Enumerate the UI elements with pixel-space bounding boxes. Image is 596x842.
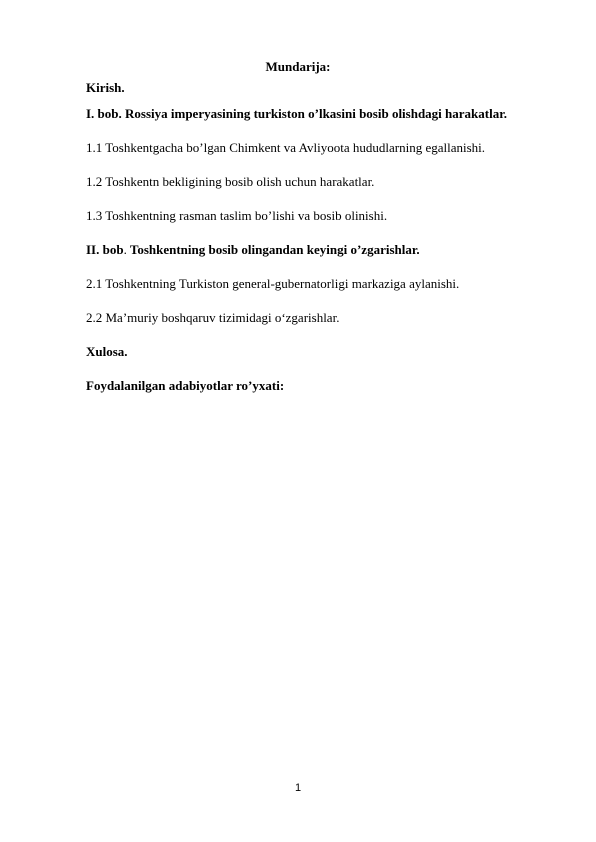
toc-conclusion: Xulosa. [86,344,128,359]
page-title: Mundarija: [265,59,331,74]
toc-intro: Kirish. [86,80,125,95]
toc-section-1-1: 1.1 Toshkentgacha bo’lgan Chimkent va Avliyoota hududlarning egallanishi. [86,140,486,155]
toc-section-1-3: 1.3 Toshkentning rasman taslim bo’lishi va bosib olinishi. [86,208,388,223]
toc-bibliography: Foydalanilgan adabiyotlar ro’yxati: [86,378,285,393]
toc-section-2-1: 2.1 Toshkentning Turkiston general-gubernatorligi markaziga aylanishi. [86,276,460,291]
toc-chapter-2-dot: . [123,242,127,257]
page-number: 1 [294,782,302,794]
toc-chapter-2-number: II. bob [86,242,124,257]
toc-chapter-2-label: Toshkentning bosib olingandan keyingi o’zgarishlar. [126,242,420,257]
toc-section-1-2: 1.2 Toshkentn bekligining bosib olish uchun harakatlar. [86,174,375,189]
toc-chapter-1: I. bob. Rossiya imperyasining turkiston o’lkasini bosib olishdagi harakatlar. [86,106,508,121]
toc-section-2-2: 2.2 Ma’muriy boshqaruv tizimidagi o‘zgarishlar. [86,310,340,325]
toc-chapter-2 [86,242,420,258]
